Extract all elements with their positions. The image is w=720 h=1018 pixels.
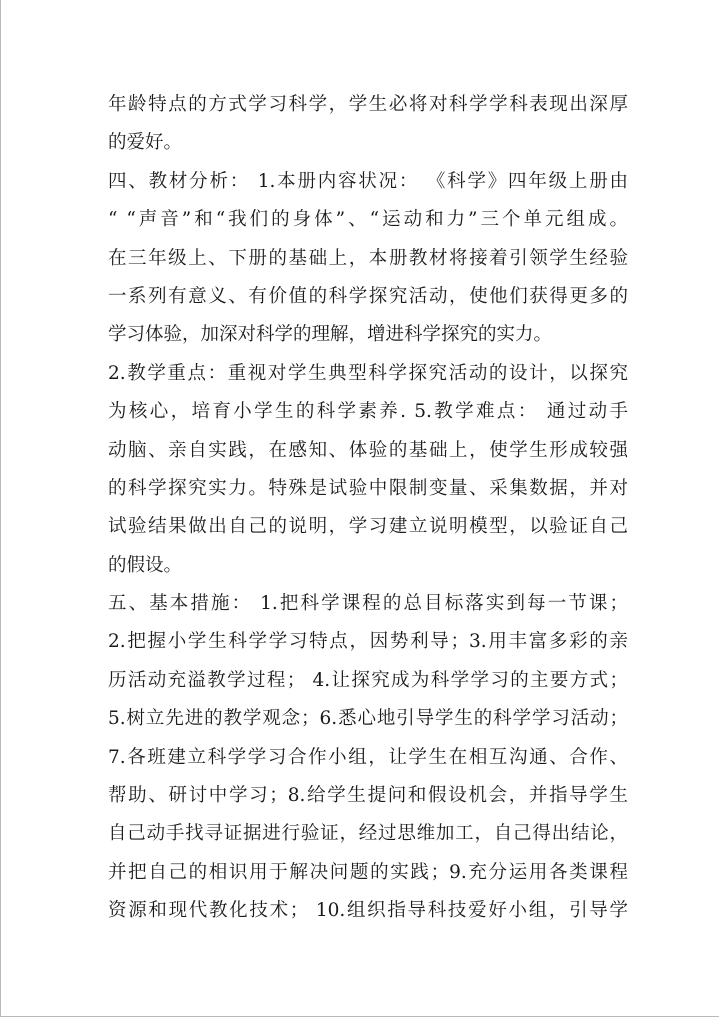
text-line: 帮助、研讨中学习；8.给学生提问和假设机会，并指导学生 (108, 785, 628, 807)
text-line: 7.各班建立科学学习合作小组，让学生在相互沟通、合作、 (108, 746, 628, 768)
text-line: 动脑、亲自实践，在感知、体验的基础上，使学生形成较强 (108, 439, 628, 461)
text-line: 一系列有意义、有价值的科学探究活动，使他们获得更多的 (108, 285, 628, 307)
text-line: 学习体验，加深对科学的理解，增进科学探究的实力。 (108, 324, 553, 346)
text-line: 的科学探究实力。特殊是试验中限制变量、采集数据，并对 (108, 477, 628, 499)
text-line: 2.教学重点：重视对学生典型科学探究活动的设计，以探究 (108, 362, 628, 384)
text-line: 的假设。 (108, 554, 183, 576)
text-line: 历活动充溢教学过程； 4.让探究成为科学学习的主要方式； (108, 669, 628, 691)
text-line: “ “声音”和“我们的身体”、“运动和力”三个单元组成。 (108, 209, 628, 231)
text-line: 为核心，培育小学生的科学素养. 5.教学难点： 通过动手 (108, 401, 628, 423)
body-text (108, 86, 628, 931)
text-line: 五、基本措施： 1.把科学课程的总目标落实到每一节课； (108, 593, 628, 615)
text-line: 并把自己的相识用于解决问题的实践；9.充分运用各类课程 (108, 861, 628, 883)
text-line: 2.把握小学生科学学习特点，因势利导；3.用丰富多彩的亲 (108, 631, 628, 653)
text-line: 四、教材分析： 1.本册内容状况： 《科学》四年级上册由 (108, 170, 628, 192)
text-line: 自己动手找寻证据进行验证，经过思维加工，自己得出结论， (108, 823, 628, 845)
text-line: 5.树立先进的教学观念；6.悉心地引导学生的科学学习活动； (108, 708, 628, 730)
text-line: 的爱好。 (108, 132, 183, 154)
text-line: 年龄特点的方式学习科学，学生必将对科学学科表现出深厚 (108, 94, 628, 115)
text-line: 试验结果做出自己的说明，学习建立说明模型，以验证自己 (108, 516, 628, 538)
text-line: 在三年级上、下册的基础上，本册教材将接着引领学生经验 (108, 247, 628, 269)
text-line: 资源和现代教化技术； 10.组织指导科技爱好小组，引导学 (108, 900, 628, 922)
